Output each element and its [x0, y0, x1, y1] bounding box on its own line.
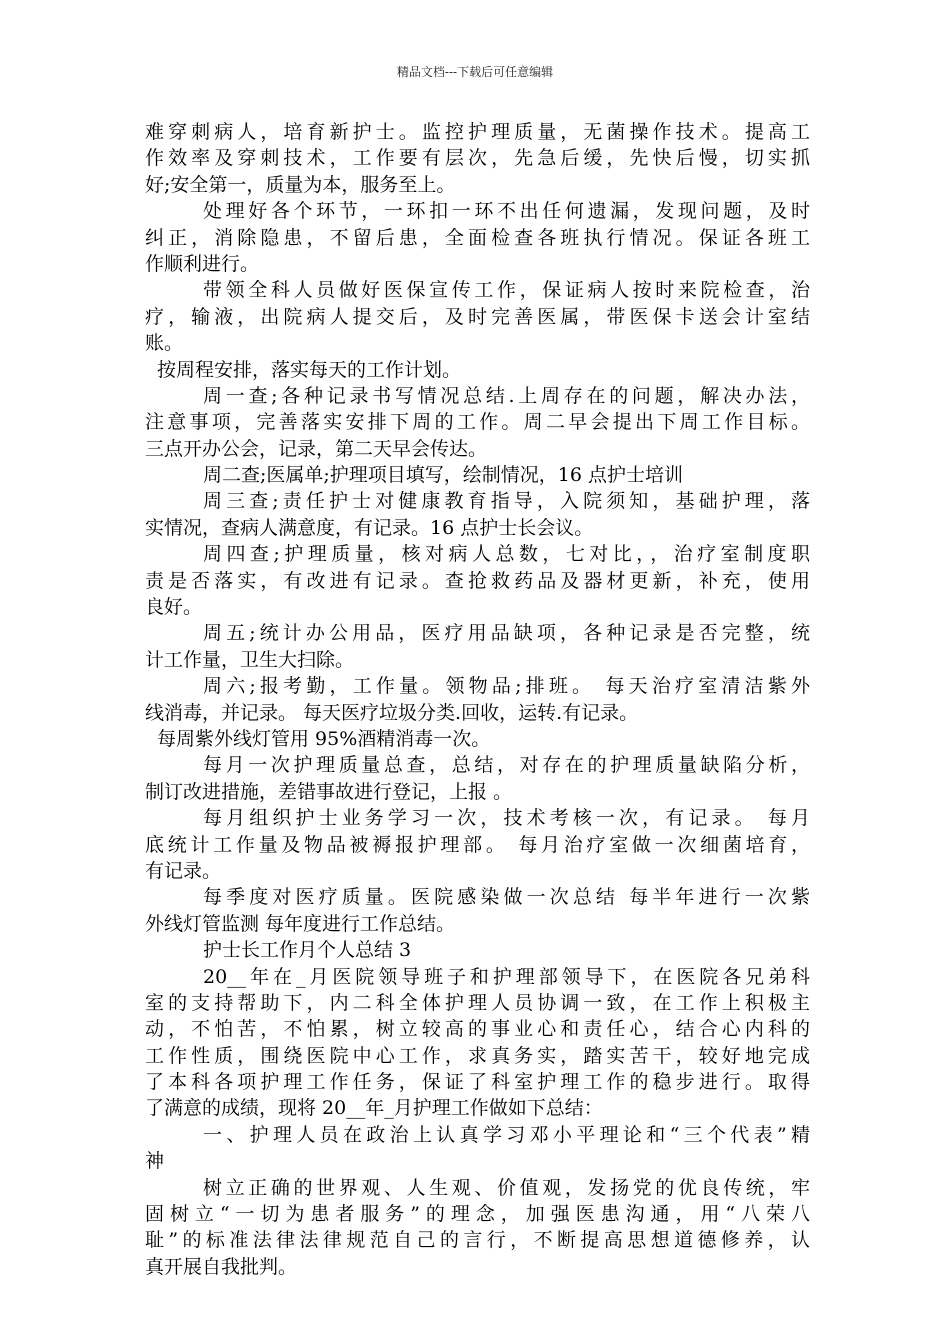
text-line: 工作性质，围绕医院中心工作，求真务实，踏实苦干，较好地完成: [145, 1044, 810, 1067]
text-line: 每周紫外线灯管用 95%酒精消毒一次。: [157, 727, 491, 750]
text-line: 纠正，消除隐患，不留后患，全面检查各班执行情况。保证各班工: [145, 226, 810, 249]
text-line: 作效率及穿刺技术，工作要有层次，先急后缓，先快后慢，切实抓: [145, 147, 810, 170]
text-line: 周三查;责任护士对健康教育指导，入院须知，基础护理，落: [203, 490, 810, 513]
text-line: 线消毒，并记录。 每天医疗垃圾分类.回收，运转.有记录。: [145, 701, 639, 724]
text-line: 三点开办公会，记录，第二天早会传达。: [145, 437, 488, 460]
text-line: 了满意的成绩，现将 20__年_月护理工作做如下总结：: [145, 1097, 603, 1120]
text-line: 每月一次护理质量总查，总结，对存在的护理质量缺陷分析，: [203, 754, 810, 777]
text-line: 带领全科人员做好医保宣传工作，保证病人按时来院检查，治: [203, 279, 810, 302]
text-line: 周一查;各种记录书写情况总结.上周存在的问题，解决办法，: [203, 384, 810, 407]
text-line: 真开展自我批判。: [145, 1255, 298, 1278]
text-line: 处理好各个环节，一环扣一环不出任何遗漏，发现问题，及时: [203, 200, 810, 223]
text-line: 周六;报考勤，工作量。领物品;排班。 每天治疗室清洁紫外: [203, 675, 810, 698]
text-line: 动，不怕苦，不怕累，树立较高的事业心和责任心，结合心内科的: [145, 1018, 810, 1041]
text-line: 按周程安排，落实每天的工作计划。: [157, 358, 462, 381]
text-line: 树立正确的世界观、人生观、价值观，发扬党的优良传统，牢: [203, 1176, 810, 1199]
text-line: 20__年在_月医院领导班子和护理部领导下，在医院各兄弟科: [203, 965, 810, 988]
text-line: 有记录。: [145, 859, 222, 882]
page-header: 精品文档---下载后可任意编辑: [396, 65, 554, 79]
text-line: 作顺利进行。: [145, 252, 260, 275]
text-line: 责是否落实，有改进有记录。查抢救药品及器材更新，补充，使用: [145, 569, 810, 592]
text-line: 疗，输液，出院病人提交后，及时完善医属，带医保卡送会计室结: [145, 305, 810, 328]
text-line: 外线灯管监测 每年度进行工作总结。: [145, 912, 456, 935]
text-line: 计工作量，卫生大扫除。: [145, 648, 355, 671]
text-line: 实情况，查病人满意度，有记录。16 点护士长会议。: [145, 516, 594, 539]
document-body: [145, 119, 810, 1280]
text-line: 良好。: [145, 596, 203, 619]
text-line: 一、护理人员在政治上认真学习邓小平理论和“三个代表”精: [203, 1123, 810, 1146]
text-line: 账。: [145, 332, 184, 355]
text-line: 周五;统计办公用品，医疗用品缺项，各种记录是否完整，统: [203, 622, 810, 645]
text-line: 固树立“一切为患者服务”的理念，加强医患沟通，用“八荣八: [145, 1203, 810, 1226]
text-line: 护士长工作月个人总结 3: [203, 939, 412, 962]
text-line: 好;安全第一，质量为本，服务至上。: [145, 173, 456, 196]
text-line: 难穿刺病人，培育新护士。监控护理质量，无菌操作技术。提高工: [145, 121, 810, 143]
text-line: 周二查;医属单;护理项目填写，绘制情况，16 点护士培训: [203, 464, 684, 487]
text-line: 注意事项，完善落实安排下周的工作。周二早会提出下周工作目标。: [145, 411, 810, 434]
text-line: 制订改进措施，差错事故进行登记，上报 。: [145, 780, 513, 803]
text-line: 每季度对医疗质量。医院感染做一次总结 每半年进行一次紫: [203, 886, 810, 909]
text-line: 室的支持帮助下，内二科全体护理人员协调一致，在工作上积极主: [145, 991, 810, 1014]
text-line: 周四查;护理质量，核对病人总数，七对比，，治疗室制度职: [203, 543, 810, 566]
text-line: 了本科各项护理工作任务，保证了科室护理工作的稳步进行。取得: [145, 1071, 810, 1094]
text-line: 底统计工作量及物品被褥报护理部。 每月治疗室做一次细菌培育，: [145, 833, 810, 856]
text-line: 神: [145, 1150, 165, 1173]
text-line: 耻”的标准法律法律规范自己的言行，不断提高思想道德修养，认: [145, 1229, 810, 1252]
text-line: 每月组织护士业务学习一次，技术考核一次，有记录。 每月: [203, 807, 810, 830]
